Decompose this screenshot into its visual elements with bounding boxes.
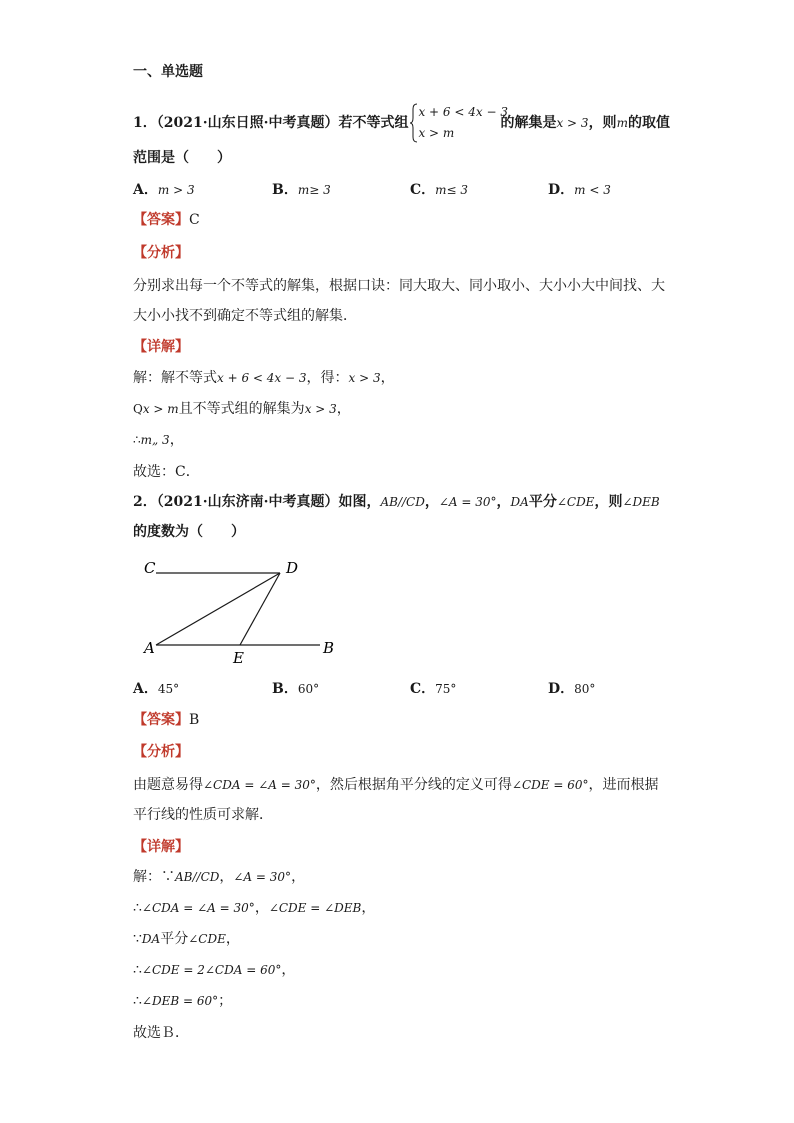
q1-detail-line-2: Qx > m且不等式组的解集为x > 3， <box>133 401 351 417</box>
q2-stem: 2．（2021·山东济南·中考真题）如图，AB//CD，∠A = 30°，DA平分∠CDE，则∠DEB <box>133 494 660 510</box>
q2-detail-line-5: ∴∠DEB = 60°； <box>133 993 233 1009</box>
q1-number: 1． <box>133 115 157 131</box>
q2-detail-line-4: ∴∠CDE = 2∠CDA = 60°， <box>133 962 296 978</box>
q1-text-a: 若不等式组 <box>338 115 409 131</box>
brace-icon <box>410 103 418 143</box>
q1-answer-value: C <box>189 212 200 228</box>
q2-answer-value: B <box>189 712 200 728</box>
q1-analysis-tag: 【分析】 <box>133 245 189 261</box>
q2-source: （2021·山东济南·中考真题） <box>156 494 339 510</box>
q2-number: 2． <box>133 494 157 510</box>
q2-stem-line-2: 的度数为（ ） <box>133 524 245 540</box>
q2-detail-line-6: 故选Ｂ． <box>133 1025 189 1041</box>
q2-detail-line-3: ∵DA平分∠CDE， <box>133 931 240 947</box>
q1-var-m: m <box>616 116 628 130</box>
q1-analysis-line-2: 大小小找不到确定不等式组的解集． <box>133 308 357 324</box>
q1-answer <box>133 210 200 230</box>
q1-system-row-2: x > m <box>418 126 455 140</box>
q1-inequality-system <box>410 103 508 143</box>
q2-analysis-tag: 【分析】 <box>133 744 189 760</box>
q1-option-d[interactable]: D．m < 3 <box>548 182 611 198</box>
q1-system-row-1: x + 6 < 4x − 3 <box>418 105 508 119</box>
q2-answer <box>133 710 199 730</box>
q2-detail-line-2: ∴∠CDA = ∠A = 30°，∠CDE = ∠DEB， <box>133 900 376 916</box>
q2-detail-line-1: 解：∵AB//CD，∠A = 30°， <box>133 869 306 885</box>
q1-detail-line-3: ∴m„ 3， <box>133 432 184 448</box>
answer-tag: 【答案】 <box>133 712 189 728</box>
q2-option-b[interactable]: B．60° <box>272 681 320 697</box>
point-label-d: D <box>286 559 299 577</box>
q1-option-a[interactable]: A．m > 3 <box>133 182 195 198</box>
q1-text-c: ，则 <box>588 115 617 131</box>
q1-detail-line-1: 解：解不等式x + 6 < 4x − 3，得：x > 3， <box>133 370 395 386</box>
q2-analysis-line-1: 由题意易得∠CDA = ∠A = 30°，然后根据角平分线的定义可得∠CDE = 60°，进而根据 <box>133 777 659 793</box>
q1-condition: x > 3 <box>556 116 589 130</box>
section-title: 一、单选题 <box>133 64 203 80</box>
point-label-e: E <box>233 649 244 665</box>
q2-option-a[interactable]: A．45° <box>133 681 180 697</box>
q1-analysis-line-1: 分别求出每一个不等式的解集，根据口诀：同大取大、同小取小、大小小大中间找、大 <box>133 278 665 294</box>
answer-tag: 【答案】 <box>133 212 189 228</box>
q2-option-d[interactable]: D．80° <box>548 681 596 697</box>
q1-stem-line-2: 范围是（ ） <box>133 150 231 166</box>
q1-detail-line-4: 故选：C． <box>133 464 200 480</box>
q1-source: （2021·山东日照·中考真题） <box>156 115 339 131</box>
q1-detail-tag: 【详解】 <box>133 339 189 355</box>
q2-analysis-line-2: 平行线的性质可求解． <box>133 807 273 823</box>
point-label-c: C <box>144 559 156 577</box>
q1-option-b[interactable]: B．m≥ 3 <box>272 182 331 198</box>
q1-stem <box>133 103 670 143</box>
q2-option-c[interactable]: C．75° <box>410 681 457 697</box>
q2-detail-tag: 【详解】 <box>133 839 189 855</box>
line-ad <box>156 573 280 645</box>
point-label-a: A <box>144 639 155 657</box>
q1-text-d: 的取值 <box>627 115 670 131</box>
q1-text-b: 的解集是 <box>500 115 557 131</box>
line-de <box>240 573 280 645</box>
point-label-b: B <box>323 639 335 657</box>
q1-option-c[interactable]: C．m≤ 3 <box>410 182 469 198</box>
q2-geometry-figure <box>140 555 340 665</box>
